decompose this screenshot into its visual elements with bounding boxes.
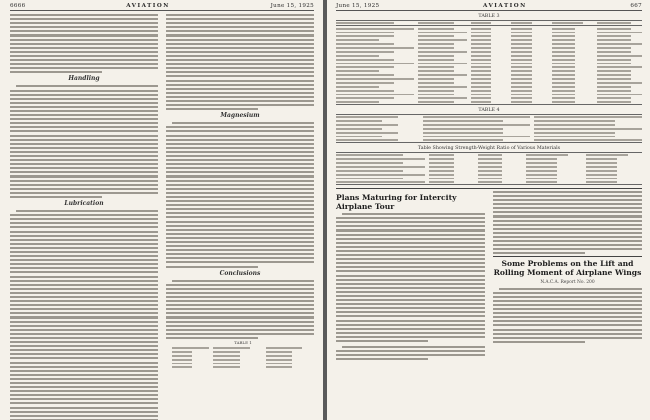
article-tour: [336, 191, 485, 363]
left-column-2: [166, 14, 314, 420]
table-4: [336, 108, 642, 143]
right-page: [327, 0, 650, 420]
table-1: [172, 341, 314, 368]
section-heading: Conclusions: [219, 269, 261, 277]
left-column-1: [10, 14, 158, 420]
left-page-number: 6666: [10, 3, 26, 9]
section-heading: Handling: [68, 75, 100, 83]
table-caption: TABLE 3: [478, 14, 500, 19]
article-subheading: N.A.C.A. Report No. 200: [540, 279, 595, 285]
strength-weight-table: [336, 146, 642, 185]
left-page: [0, 0, 323, 420]
section-heading: Lubrication: [64, 200, 104, 208]
right-magazine-title: AVIATION: [483, 3, 527, 9]
right-running-head: [336, 3, 642, 11]
left-magazine-title: AVIATION: [126, 3, 170, 9]
article-headline: Some Problems on the Lift and Rolling Moment of Airplane Wings: [493, 259, 642, 277]
left-running-head: [10, 3, 314, 11]
right-issue-date: June 15, 1925: [336, 3, 380, 9]
right-page-number: 667: [630, 3, 642, 9]
section-heading: Magnesium: [220, 112, 260, 120]
table-caption: TABLE 1: [234, 340, 252, 346]
article-right-column: [493, 191, 642, 363]
table-3: [336, 14, 642, 105]
table-caption: TABLE 4: [478, 107, 500, 113]
left-issue-date: June 15, 1925: [270, 3, 314, 9]
article-headline: Plans Maturing for Intercity Airplane Tour: [336, 192, 457, 211]
table-caption: Table Showing Strength-Weight Ratio of Various Materials: [417, 145, 561, 151]
